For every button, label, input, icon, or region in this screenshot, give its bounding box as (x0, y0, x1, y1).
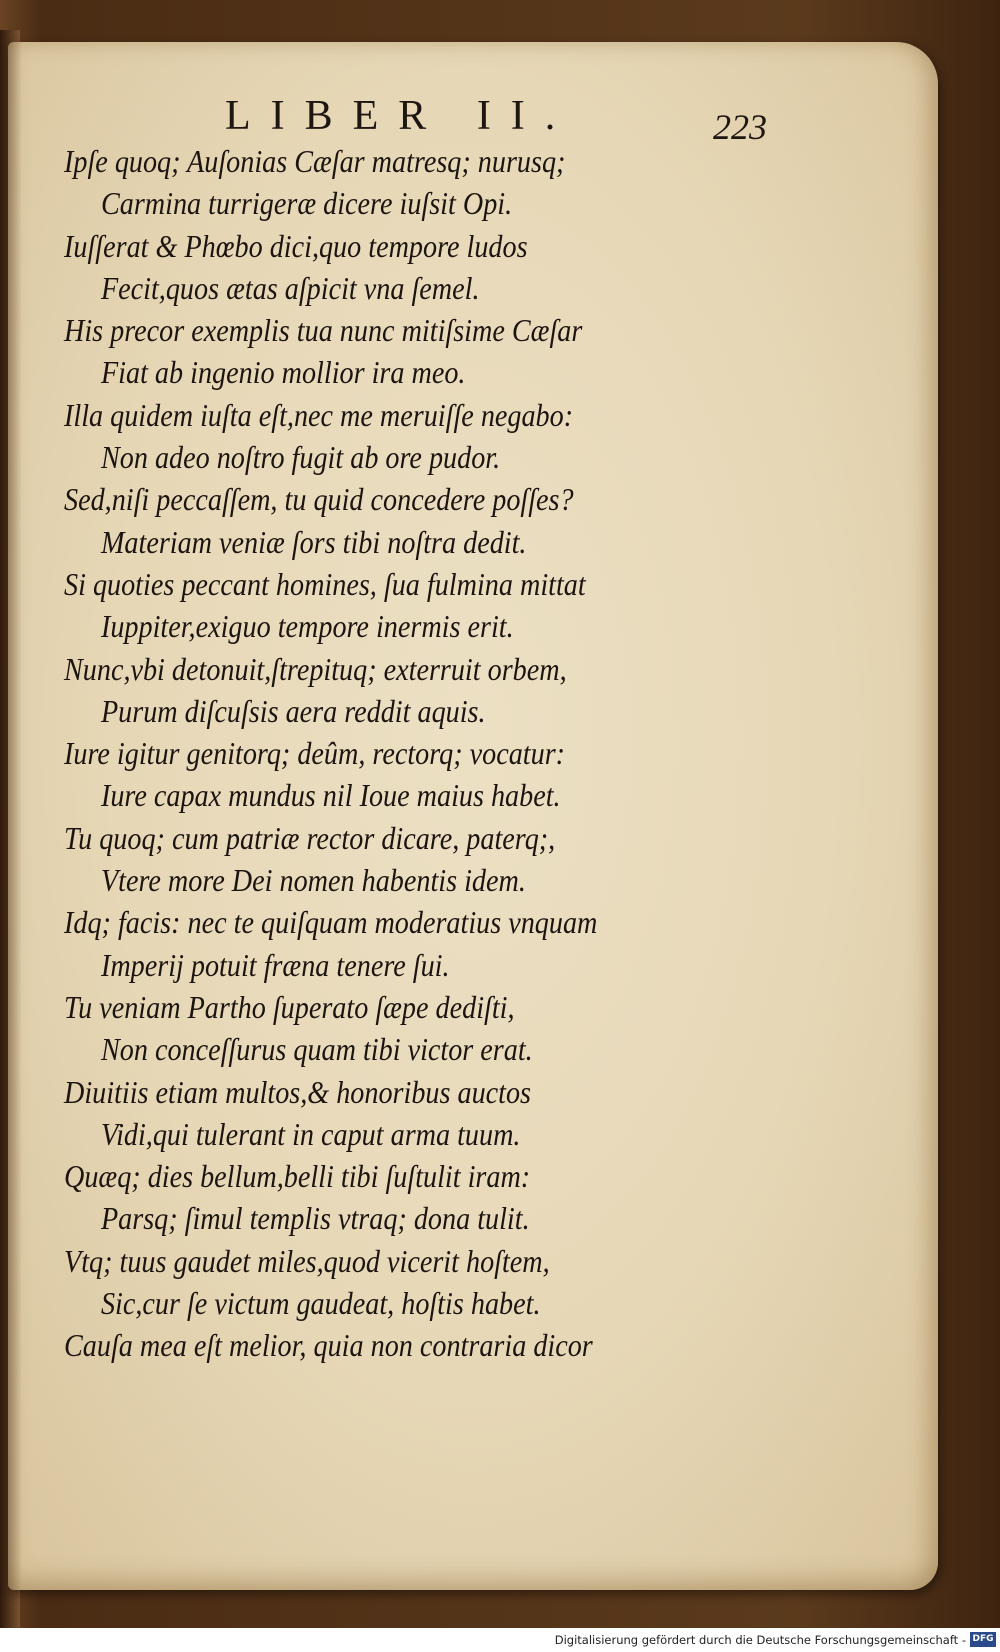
verse-block (64, 140, 894, 1367)
verse-line: Imperij potuit fræna tenere ſui. (100, 946, 450, 983)
verse-line: Cauſa mea eſt melior, quia non contraria dicor (64, 1327, 593, 1364)
verse-line: His precor exemplis tua nunc mitiſsime Cæſar (64, 312, 583, 349)
verse-line: Fecit,quos ætas aſpicit vna ſemel. (100, 269, 480, 306)
verse-line: Iuppiter,exiguo tempore inermis erit. (100, 608, 514, 645)
verse-line: Si quoties peccant homines, ſua fulmina mittat (64, 565, 586, 602)
page-number: 223 (713, 107, 767, 147)
verse-line: Ipſe quoq; Auſonias Cæſar matresq; nurusq; (64, 143, 566, 179)
footer-credit: Digitalisierung gefördert durch die Deutsche Forschungsgemeinschaft - (554, 1633, 966, 1647)
verse-line: Vtq; tuus gaudet miles,quod vicerit hoſtem, (64, 1242, 550, 1279)
verse-line: Nunc,vbi detonuit,ſtrepituq; exterruit orbem, (64, 650, 567, 687)
running-head (225, 92, 575, 140)
verse-line: Sed,niſi peccaſſem, tu quid concedere poſſes? (64, 481, 574, 518)
verse-line: Fiat ab ingenio mollior ira meo. (100, 354, 466, 391)
verse-line: Illa quidem iuſta eſt,nec me meruiſſe negabo: (64, 396, 574, 433)
dfg-logo-icon: DFG (970, 1632, 996, 1647)
verse-line: Vtere more Dei nomen habentis idem. (100, 862, 526, 899)
verse-line: Idq; facis: nec te quiſquam moderatius vnquam (64, 904, 598, 941)
verse-line: Vidi,qui tulerant in caput arma tuum. (100, 1115, 521, 1152)
verse-line: Purum diſcuſsis aera reddit aquis. (100, 692, 486, 729)
verse-line: Materiam veniæ ſors tibi noſtra dedit. (100, 523, 527, 560)
verse-line: Diuitiis etiam multos,& honoribus auctos (64, 1073, 532, 1110)
digitization-footer (0, 1628, 1000, 1652)
verse-line: Sic,cur ſe victum gaudeat, hoſtis habet. (100, 1285, 541, 1322)
verse-line: Carmina turrigeræ dicere iuſsit Opi. (100, 185, 513, 222)
verse-line: Iure capax mundus nil Ioue maius habet. (100, 777, 561, 814)
verse-line: Tu quoq; cum patriæ rector dicare, paterq;, (64, 819, 556, 856)
verse-line: Tu veniam Partho ſuperato ſæpe dediſti, (64, 988, 515, 1025)
verse-line: Iuſſerat & Phœbo dici,quo tempore ludos (64, 227, 528, 264)
verse-line: Non adeo noſtro fugit ab ore pudor. (100, 439, 501, 476)
page-gutter-shadow (8, 42, 22, 1590)
verse-line: Iure igitur genitorq; deûm, rectorq; vocatur: (64, 735, 566, 772)
verse-line: Quæq; dies bellum,belli tibi ſuſtulit iram: (64, 1158, 531, 1195)
verse-line: Parsq; ſimul templis vtraq; dona tulit. (100, 1200, 530, 1237)
running-head-text: LIBER II. (225, 93, 576, 139)
verse-line: Non conceſſurus quam tibi victor erat. (100, 1031, 533, 1068)
